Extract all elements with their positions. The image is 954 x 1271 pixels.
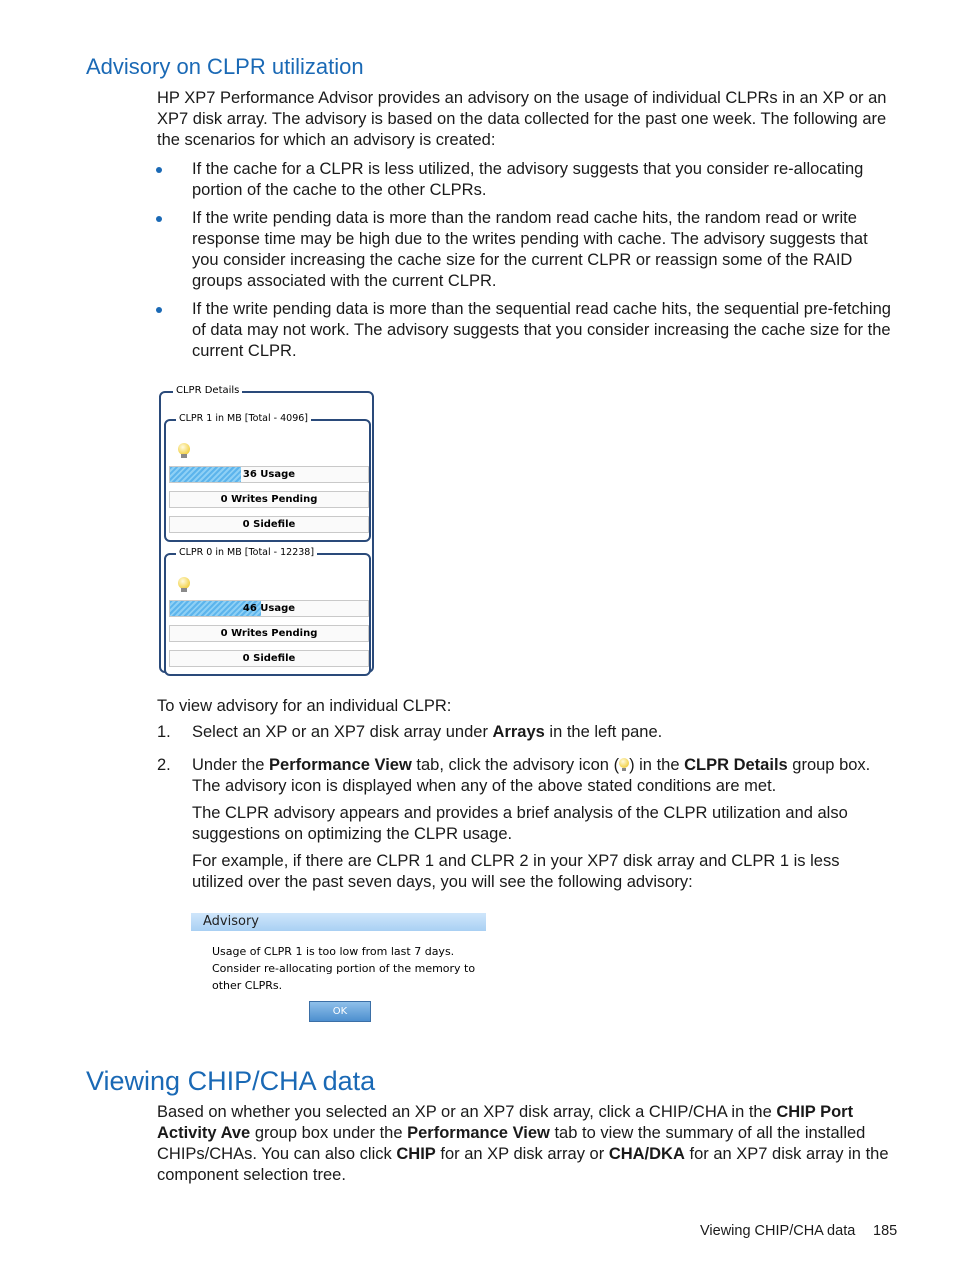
para-text: tab to view the summary of all the installed CHIPs/CHAs. You can also click	[157, 1124, 866, 1163]
step-item	[157, 755, 898, 797]
usage-bar	[169, 600, 369, 617]
usage-bar-label: 36 Usage	[242, 469, 296, 480]
advisory-bulb-base	[181, 454, 187, 458]
clpr-group	[164, 413, 371, 542]
step-bold: Arrays	[492, 723, 545, 741]
clpr-group-label: CLPR 1 in MB [Total - 4096]	[176, 413, 311, 424]
writes-pending-bar	[169, 625, 369, 642]
para-bold: CHIP	[396, 1145, 436, 1163]
sidefile-label: 0 Sidefile	[242, 653, 296, 664]
usage-bar	[169, 466, 369, 483]
advisory-inline-icon	[619, 758, 629, 772]
bullet-text: If the cache for a CLPR is less utilized, the advisory suggests that you consider re-allocating portion of the cache to the other CLPRs.	[192, 160, 864, 199]
step-paragraph: The CLPR advisory appears and provides a brief analysis of the CLPR utilization and also suggestions on optimizing the CLPR usage.	[192, 804, 848, 843]
step-text: Under the	[192, 756, 270, 774]
intro-paragraph: HP XP7 Performance Advisor provides an advisory on the usage of individual CLPRs in an XP or an XP7 disk array. The advisory is based on the data collected for the past one week. The following are the scenarios for which an advisory is created:	[157, 89, 887, 149]
advisory-bulb-base	[181, 588, 187, 592]
sidefile-bar	[169, 650, 369, 667]
step-number: 1.	[157, 723, 171, 741]
bullet-item	[192, 299, 904, 362]
clpr-group	[164, 547, 371, 676]
advisory-dialog-title: Advisory	[191, 913, 486, 931]
steps-lead: To view advisory for an individual CLPR:	[157, 697, 452, 715]
step-item	[157, 722, 898, 743]
para-text: group box under the	[250, 1124, 408, 1142]
para-text: for an XP disk array or	[435, 1145, 609, 1163]
step-text: ) in the	[629, 756, 685, 774]
advisory-dialog-message	[212, 943, 475, 994]
ok-button[interactable]: OK	[309, 1001, 371, 1022]
step-text: Select an XP or an XP7 disk array under	[192, 723, 493, 741]
page-number: 185	[873, 1223, 898, 1239]
usage-bar-label: 46 Usage	[242, 603, 296, 614]
writes-pending-label: 0 Writes Pending	[220, 494, 318, 505]
section-heading: Advisory on CLPR utilization	[86, 54, 364, 79]
para-text: for an XP7 disk array in the component selection tree.	[157, 1145, 889, 1184]
clpr-details-title: CLPR Details	[173, 385, 242, 396]
bullet-item	[192, 208, 898, 292]
advisory-line: Consider re-allocating portion of the memory to	[212, 962, 476, 975]
para-bold: CHIP Port Activity Ave	[157, 1103, 854, 1142]
bullet-dot	[156, 307, 162, 313]
step-text: tab, click the advisory icon (	[411, 756, 620, 774]
step-bold: CLPR Details	[684, 756, 788, 774]
step-text: group box. The advisory icon is displayed when any of the above stated conditions are met.	[192, 756, 871, 795]
para-bold: CHA/DKA	[608, 1145, 685, 1163]
step-bold: Performance View	[269, 756, 412, 774]
advisory-line: Usage of CLPR 1 is too low from last 7 days.	[212, 945, 455, 958]
sidefile-label: 0 Sidefile	[242, 519, 296, 530]
step-paragraph: For example, if there are CLPR 1 and CLPR 2 in your XP7 disk array and CLPR 1 is less utilized over the past seven days, you will see the following advisory:	[192, 852, 840, 891]
footer-section-name: Viewing CHIP/CHA data	[700, 1223, 856, 1239]
bullet-dot	[156, 167, 162, 173]
step-number: 2.	[157, 756, 171, 774]
writes-pending-bar	[169, 491, 369, 508]
bullet-dot	[156, 216, 162, 222]
advisory-line: other CLPRs.	[212, 979, 283, 992]
clpr-details-groupbox	[159, 385, 374, 673]
chip-paragraph	[157, 1102, 902, 1186]
step-text: in the left pane.	[544, 723, 663, 741]
bullet-text: If the write pending data is more than the random read cache hits, the random read or write response time may be high due to the writes pending with cache. The advisory suggests that you consider increasing the cache size for the current CLPR or reassign some of the RAID groups associated with the current CLPR.	[192, 209, 868, 290]
bullet-text: If the write pending data is more than the sequential read cache hits, the sequential pre-fetching of data may not work. The advisory suggests that you consider increasing the cache size for the current CLPR.	[192, 300, 891, 360]
sidefile-bar	[169, 516, 369, 533]
para-text: Based on whether you selected an XP or an XP7 disk array, click a CHIP/CHA in the	[157, 1103, 777, 1121]
para-bold: Performance View	[407, 1124, 550, 1142]
writes-pending-label: 0 Writes Pending	[220, 628, 318, 639]
clpr-group-label: CLPR 0 in MB [Total - 12238]	[176, 547, 317, 558]
bullet-item	[192, 159, 898, 201]
section-heading: Viewing CHIP/CHA data	[86, 1066, 376, 1096]
